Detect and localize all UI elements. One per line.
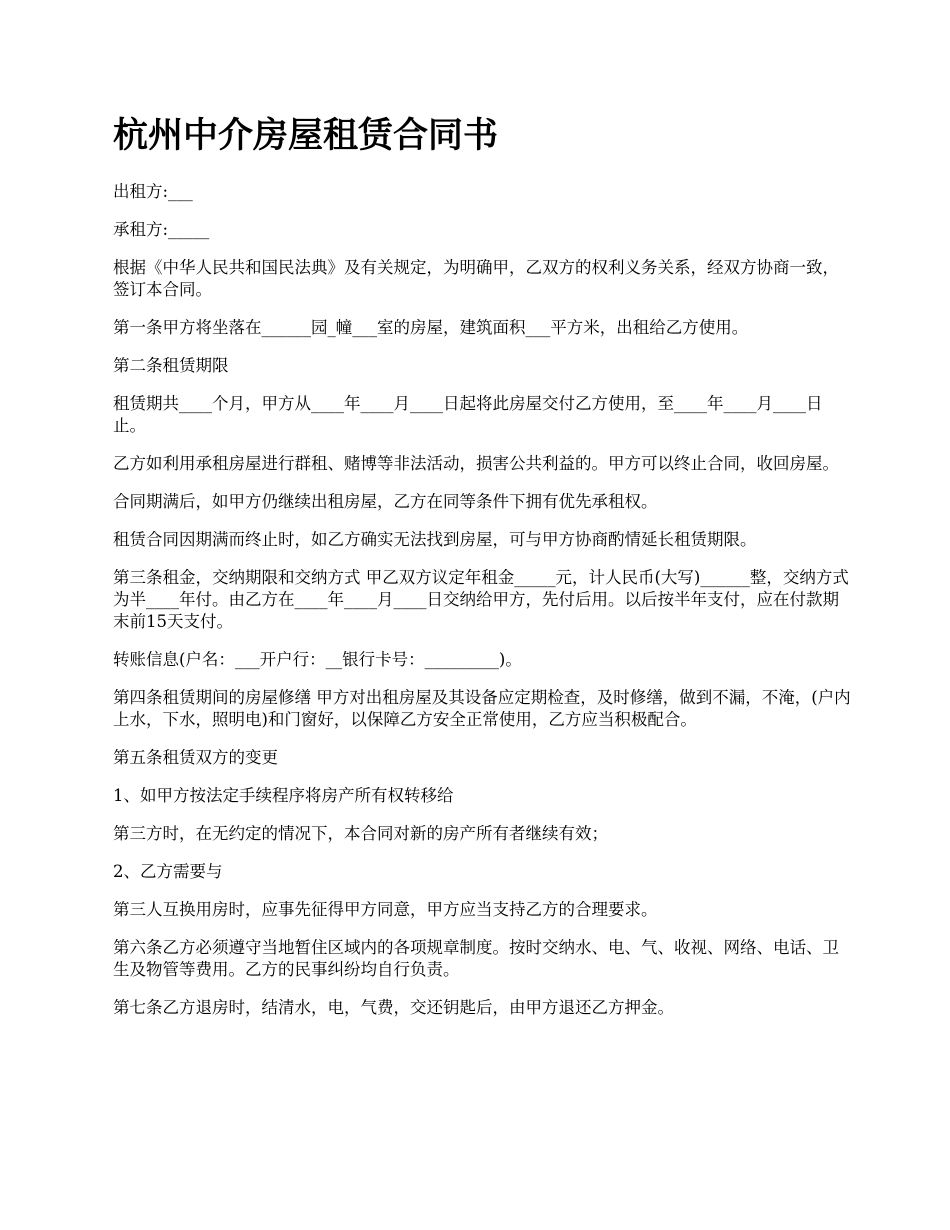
preamble-paragraph: 根据《中华人民共和国民法典》及有关规定，为明确甲，乙双方的权利义务关系，经双方协商一致，签订本合同。 [113,258,839,299]
article-5-heading: 第五条租赁双方的变更 [113,748,278,767]
article-1-paragraph: 第一条甲方将坐落在______园_幢___室的房屋，建筑面积___平方米，出租给乙方使用。 [113,318,749,337]
article-4-paragraph: 第四条租赁期间的房屋修缮 甲方对出租房屋及其设备应定期检查，及时修缮，做到不漏，不淹，(户内上水，下水，照明电)和门窗好，以保障乙方安全正常使用，乙方应当积极配合。 [113,688,851,729]
bank-info-paragraph: 转账信息(户名：___开户行：__银行卡号：_________)。 [113,650,522,669]
termination-paragraph: 乙方如利用承租房屋进行群租、赌博等非法活动，损害公共利益的。甲方可以终止合同，收回房屋。 [113,454,839,473]
article-5-item-1: 1、如甲方按法定手续程序将房产所有权转移给 [113,786,454,805]
article-5-item-2-cont: 第三人互换用房时，应事先征得甲方同意，甲方应当支持乙方的合理要求。 [113,900,658,919]
article-2-heading: 第二条租赁期限 [113,356,229,375]
document-page [113,112,853,1035]
lessee-line: 承租方:_____ [113,220,210,239]
renewal-priority-paragraph: 合同期满后，如甲方仍继续出租房屋，乙方在同等条件下拥有优先承租权。 [113,492,658,511]
article-5-item-1-cont: 第三方时，在无约定的情况下，本合同对新的房产所有者继续有效； [113,824,608,843]
article-3-paragraph: 第三条租金，交纳期限和交纳方式 甲乙双方议定年租金_____元，计人民币(大写)______整，交纳方式为半____年付。由乙方在____年____月____日交纳给甲方，先付后用。以后按半年支付，应在付款期末前15天支付。 [113,568,849,631]
extension-paragraph: 租赁合同因期满而终止时，如乙方确实无法找到房屋，可与甲方协商酌情延长租赁期限。 [113,530,757,549]
article-5-item-2: 2、乙方需要与 [113,862,223,881]
lessor-line: 出租方:___ [113,182,193,201]
lease-term-paragraph: 租赁期共____个月，甲方从____年____月____日起将此房屋交付乙方使用，至____年____月____日止。 [113,394,823,435]
document-title: 杭州中介房屋租赁合同书 [113,116,499,156]
article-6-paragraph: 第六条乙方必须遵守当地暂住区域内的各项规章制度。按时交纳水、电、气、收视、网络、电话、卫生及物管等费用。乙方的民事纠纷均自行负责。 [113,938,839,979]
article-7-paragraph: 第七条乙方退房时，结清水，电，气费，交还钥匙后，由甲方退还乙方押金。 [113,998,674,1017]
